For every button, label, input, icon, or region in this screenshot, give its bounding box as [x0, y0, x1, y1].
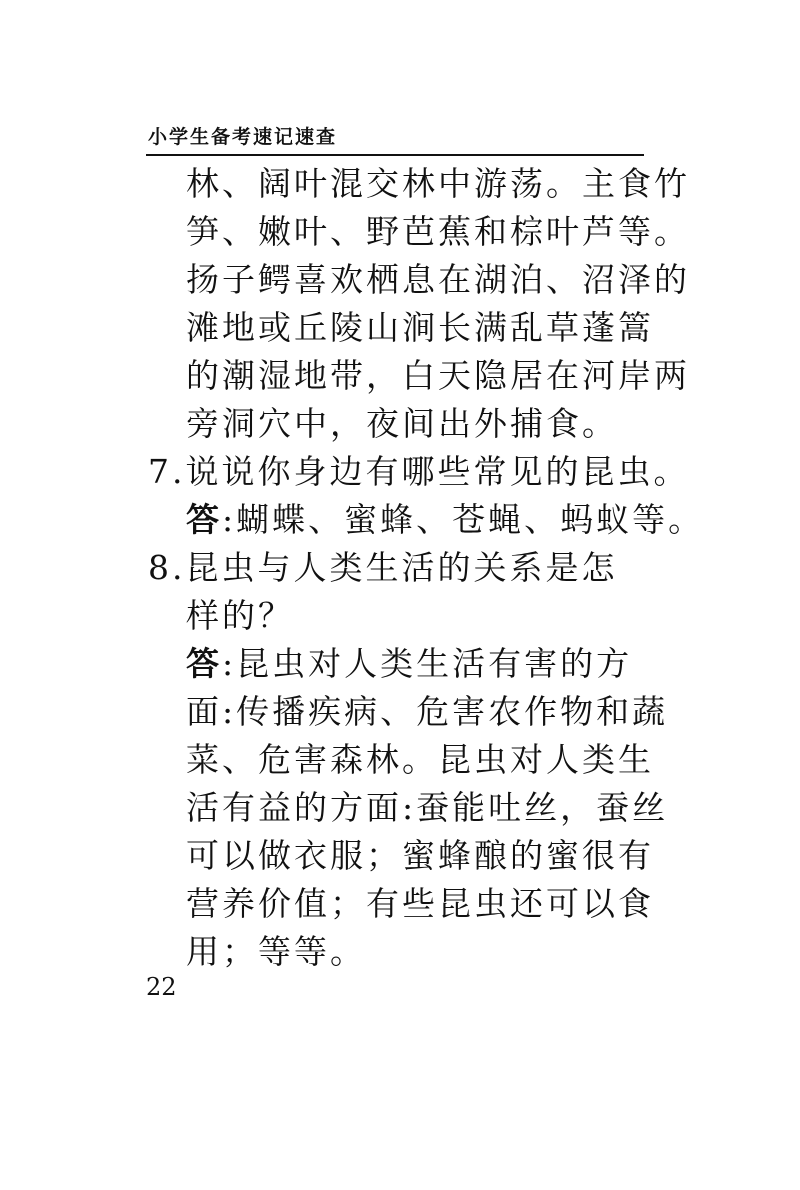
- text-line: 的潮湿地带，白天隐居在河岸两: [186, 356, 690, 395]
- answer-line: 面:传播疾病、危害农作物和蔬: [186, 692, 669, 731]
- answer-label: 答: [186, 500, 222, 539]
- answer-label: 答: [186, 644, 222, 683]
- text-line: 滩地或丘陵山涧长满乱草蓬篙: [186, 308, 654, 347]
- question-text: 昆虫与人类生活的关系是怎: [185, 548, 618, 587]
- question-line: 样的？: [186, 596, 294, 635]
- question-number: 7.: [148, 452, 186, 491]
- answer-line: 用；等等。: [186, 932, 366, 971]
- answer-text: :蝴蝶、蜜蜂、苍蝇、蚂蚁等。: [222, 500, 705, 539]
- header-title: 小学生备考速记速查: [148, 126, 338, 148]
- page-number: 22: [146, 973, 177, 1001]
- text-line: 笋、嫩叶、野芭蕉和棕叶芦等。: [186, 212, 690, 251]
- answer-line: 菜、危害森林。昆虫对人类生: [186, 740, 654, 779]
- answer-line: 可以做衣服；蜜蜂酿的蜜很有: [186, 836, 654, 875]
- text-line: 扬子鳄喜欢栖息在湖泊、沼泽的: [186, 260, 690, 299]
- answer-line: [186, 644, 632, 684]
- question-line: [148, 452, 690, 492]
- answer-text: :昆虫对人类生活有害的方: [222, 644, 633, 683]
- running-header: [146, 118, 644, 156]
- question-line: [148, 548, 618, 588]
- text-line: 林、阔叶混交林中游荡。主食竹: [186, 164, 690, 203]
- text-line: 旁洞穴中，夜间出外捕食。: [186, 404, 618, 443]
- answer-line: [186, 500, 704, 540]
- question-text: 说说你身边有哪些常见的昆虫。: [185, 452, 690, 491]
- answer-line: 营养价值；有些昆虫还可以食: [186, 884, 654, 923]
- question-number: 8.: [148, 548, 186, 587]
- answer-line: 活有益的方面:蚕能吐丝，蚕丝: [186, 788, 669, 827]
